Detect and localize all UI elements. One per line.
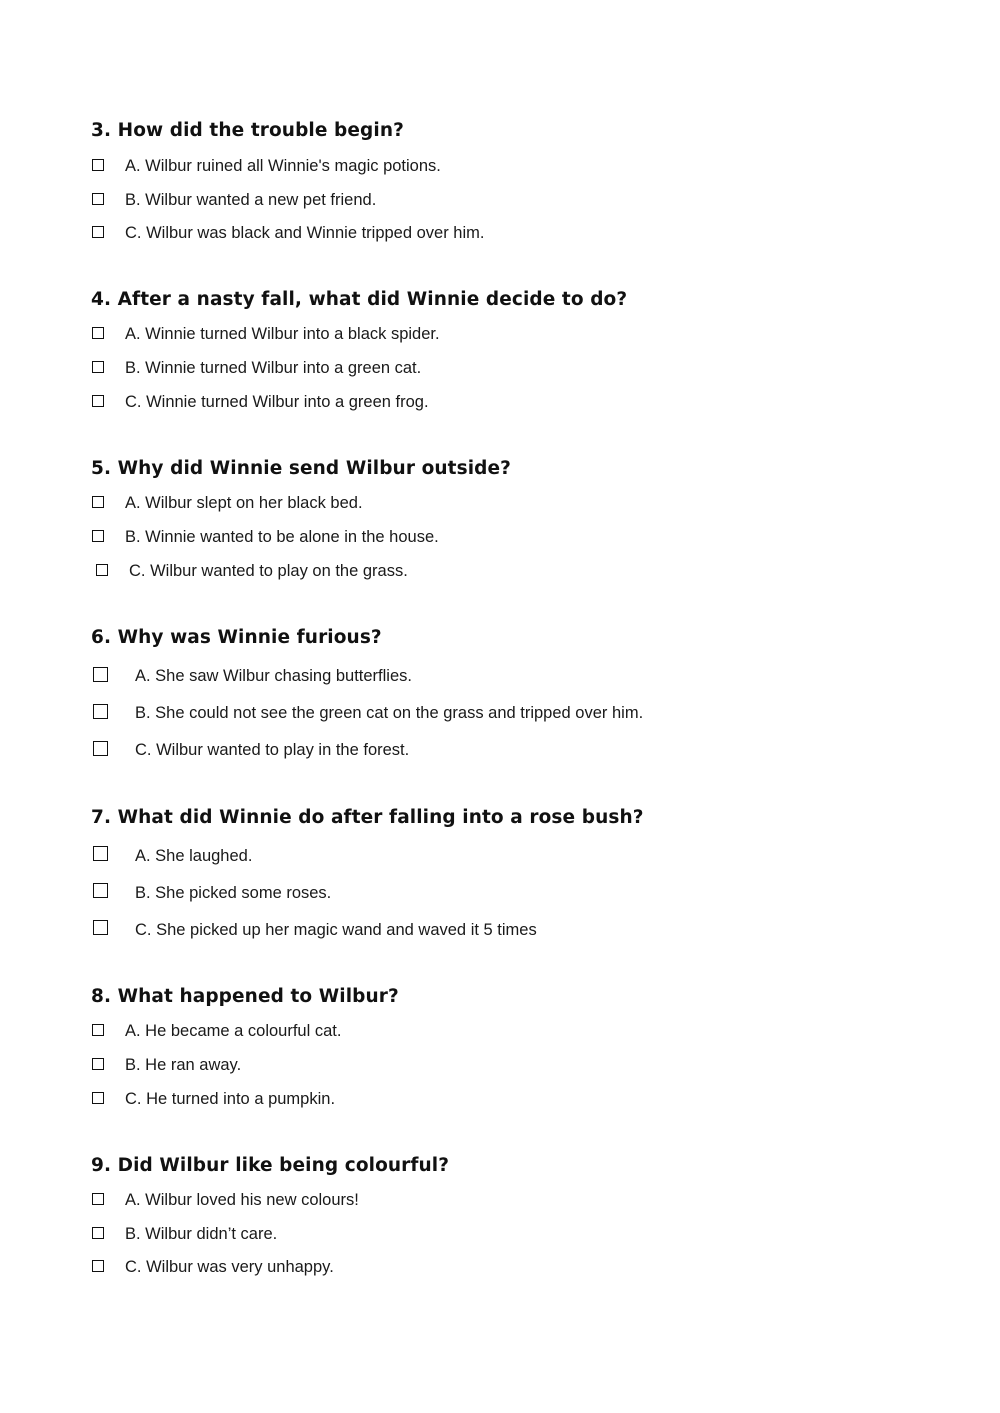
answer-option-label: C. Wilbur was black and Winnie tripped over him.	[125, 224, 485, 242]
answer-checkbox[interactable]	[92, 1024, 104, 1036]
answer-option-label: C. Wilbur was very unhappy.	[125, 1258, 334, 1276]
question-7-heading: 7. What did Winnie do after falling into a rose bush?	[91, 807, 644, 828]
question-6-heading: 6. Why was Winnie furious?	[91, 627, 382, 648]
question-4-heading: 4. After a nasty fall, what did Winnie decide to do?	[91, 289, 628, 310]
answer-checkbox[interactable]	[92, 1193, 104, 1205]
answer-option-label: B. She could not see the green cat on the grass and tripped over him.	[135, 704, 644, 722]
answer-option-label: B. He ran away.	[125, 1056, 242, 1074]
answer-option-label: A. Winnie turned Wilbur into a black spider.	[125, 325, 440, 343]
answer-checkbox[interactable]	[93, 667, 108, 682]
answer-checkbox[interactable]	[92, 530, 104, 542]
question-5-heading: 5. Why did Winnie send Wilbur outside?	[91, 458, 511, 479]
answer-checkbox[interactable]	[92, 327, 104, 339]
answer-checkbox[interactable]	[93, 883, 108, 898]
question-9-heading: 9. Did Wilbur like being colourful?	[91, 1155, 450, 1176]
answer-checkbox[interactable]	[92, 1260, 104, 1272]
answer-checkbox[interactable]	[92, 496, 104, 508]
question-8-heading: 8. What happened to Wilbur?	[91, 986, 399, 1007]
answer-checkbox[interactable]	[93, 704, 108, 719]
answer-checkbox[interactable]	[92, 159, 104, 171]
answer-option-label: B. She picked some roses.	[135, 884, 332, 902]
answer-checkbox[interactable]	[92, 1092, 104, 1104]
answer-option-label: A. Wilbur ruined all Winnie's magic potions.	[125, 157, 441, 175]
answer-option-label: B. Wilbur didn’t care.	[125, 1225, 278, 1243]
answer-checkbox[interactable]	[92, 193, 104, 205]
answer-option-label: B. Winnie wanted to be alone in the house.	[125, 528, 439, 546]
answer-option-label: A. Wilbur slept on her black bed.	[125, 494, 363, 512]
answer-option-label: B. Wilbur wanted a new pet friend.	[125, 191, 377, 209]
answer-checkbox[interactable]	[92, 395, 104, 407]
question-3-heading: 3. How did the trouble begin?	[91, 120, 404, 141]
answer-option-label: B. Winnie turned Wilbur into a green cat.	[125, 359, 422, 377]
answer-checkbox[interactable]	[96, 564, 108, 576]
answer-checkbox[interactable]	[92, 361, 104, 373]
answer-checkbox[interactable]	[93, 741, 108, 756]
answer-option-label: C. He turned into a pumpkin.	[125, 1090, 336, 1108]
answer-checkbox[interactable]	[93, 846, 108, 861]
answer-option-label: C. Wilbur wanted to play on the grass.	[129, 562, 408, 580]
answer-option-label: A. She laughed.	[135, 847, 253, 865]
answer-option-label: C. She picked up her magic wand and waved it 5 times	[135, 921, 537, 939]
answer-option-label: A. Wilbur loved his new colours!	[125, 1191, 359, 1209]
answer-checkbox[interactable]	[92, 1227, 104, 1239]
answer-checkbox[interactable]	[92, 226, 104, 238]
answer-option-label: C. Winnie turned Wilbur into a green frog.	[125, 393, 429, 411]
answer-option-label: A. He became a colourful cat.	[125, 1022, 342, 1040]
answer-checkbox[interactable]	[92, 1058, 104, 1070]
answer-option-label: A. She saw Wilbur chasing butterflies.	[135, 667, 412, 685]
answer-checkbox[interactable]	[93, 920, 108, 935]
answer-option-label: C. Wilbur wanted to play in the forest.	[135, 741, 410, 759]
